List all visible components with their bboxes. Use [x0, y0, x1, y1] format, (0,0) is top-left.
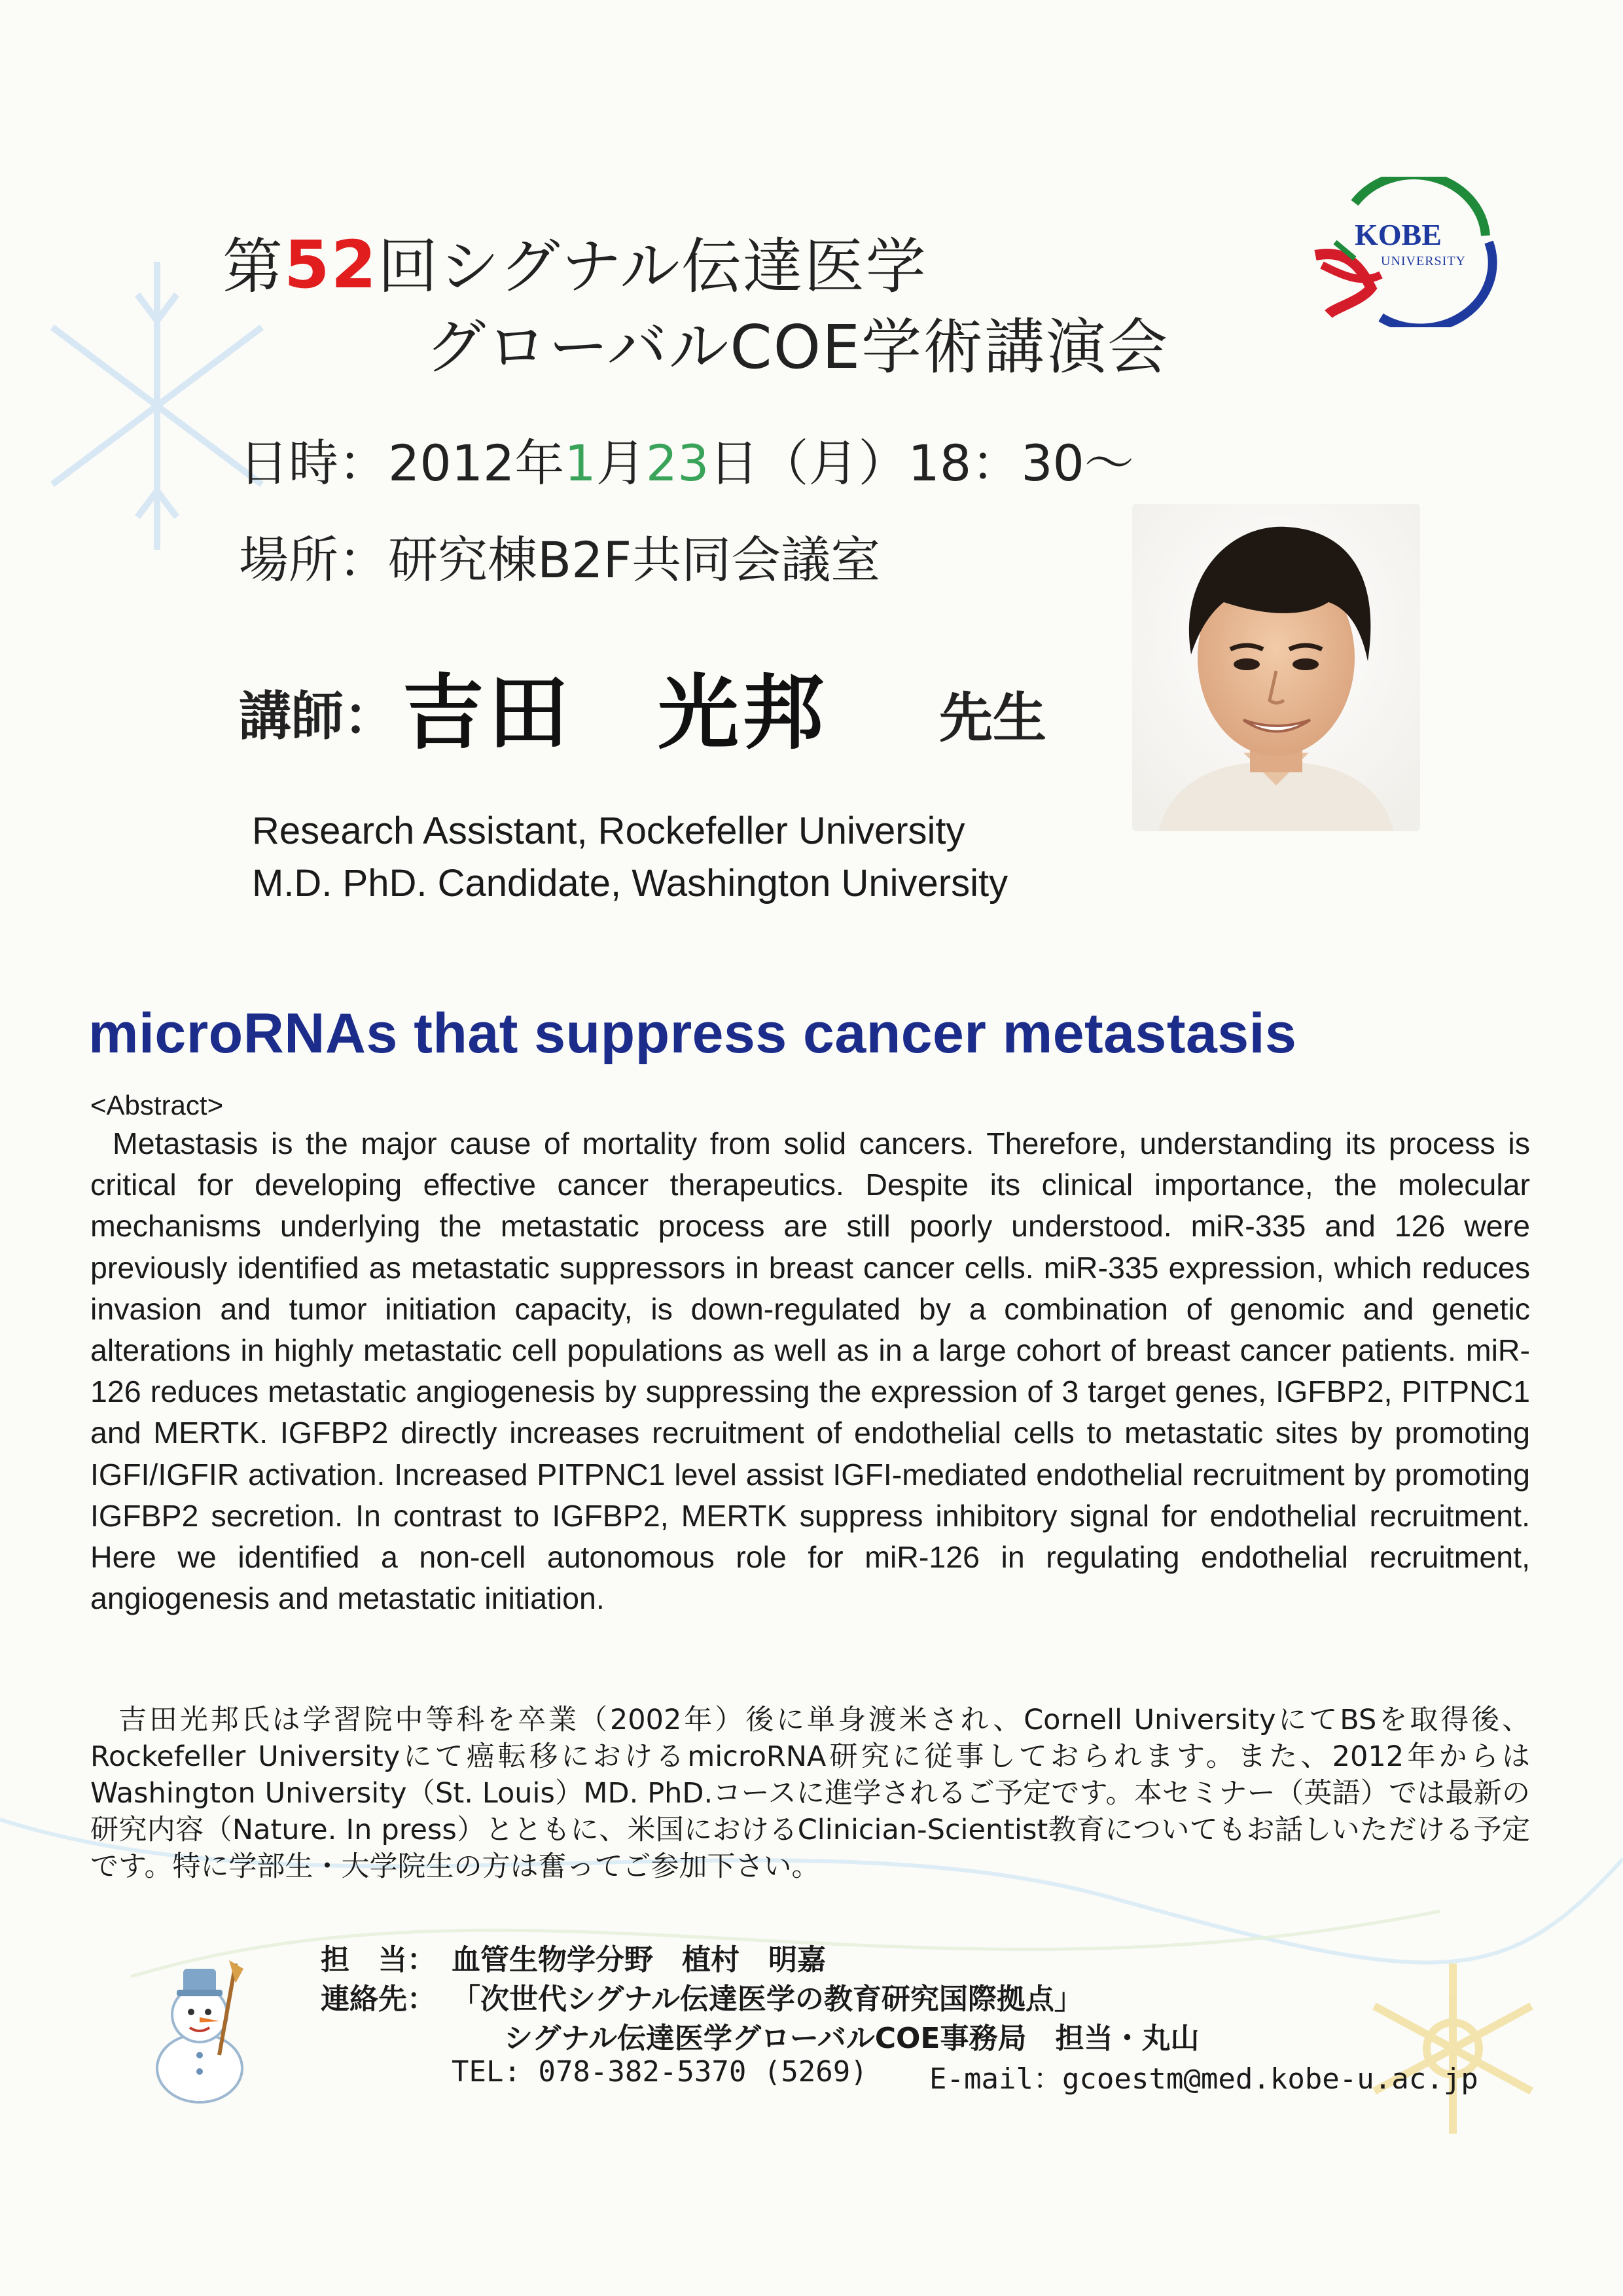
datetime-day-unit: 日: [709, 434, 759, 492]
talk-title: microRNAs that suppress cancer metastasis: [88, 1002, 1297, 1065]
speaker-label: 講師：: [239, 686, 396, 747]
datetime-year: 2012年: [388, 434, 565, 492]
snowman-illustration: [137, 1957, 268, 2108]
place-label: 場所：: [239, 531, 388, 589]
event-title-line2: グローバルCOE学術講演会: [425, 312, 1169, 382]
speaker-honorific: 先生: [939, 687, 1047, 749]
kobe-university-logo: [1309, 177, 1499, 327]
event-datetime: [239, 434, 1134, 492]
contact-line1: 「次世代シグナル伝達医学の教育研究国際拠点」: [452, 1982, 1083, 2016]
contact-charge: 血管生物学分野 植村 明嘉: [452, 1943, 826, 1977]
speaker-affiliation-1: Research Assistant, Rockefeller University: [252, 810, 965, 852]
datetime-time: （月）18：30～: [758, 434, 1134, 492]
kobe-university-emblem-icon: [1309, 177, 1499, 327]
datetime-day: 23: [645, 434, 709, 492]
contact-label: 連絡先：: [321, 1982, 436, 2016]
title-prefix: 第: [223, 232, 285, 302]
datetime-month: 1: [564, 434, 596, 492]
logo-text-university: UNIVERSITY: [1381, 254, 1466, 268]
contact-email[interactable]: E-mail：gcoestm@med.kobe-u.ac.jp: [929, 2062, 1478, 2096]
datetime-label: 日時：: [239, 434, 388, 492]
speaker-portrait-image: [1132, 504, 1420, 831]
speaker-affiliation-2: M.D. PhD. Candidate, Washington University: [252, 862, 1008, 905]
place-value: 研究棟B2F共同会議室: [388, 531, 881, 589]
speaker-bio-japanese: 吉田光邦氏は学習院中等科を卒業（2002年）後に単身渡米され、Cornell UniversityにてBSを取得後、Rockefeller Universityにて癌転移におけるmicroRNA研究に従事しておられます。また、2012年からはWashington University（St. Louis）MD. PhD.コースに進学されるご予定です。本セミナー（英語）では最新の研究内容（Nature. In press）とともに、米国におけるClinician-Scientist教育についてもお話しいただける予定です。特に学部生・大学院生の方は奮ってご参加下さい。: [90, 1704, 1530, 1883]
title-number: 52: [284, 226, 378, 303]
contact-line2: シグナル伝達医学グローバルCOE事務局 担当・丸山: [504, 2022, 1200, 2055]
event-title-line1: [223, 226, 927, 303]
datetime-month-unit: 月: [596, 434, 646, 492]
abstract-text: Metastasis is the major cause of mortality from solid cancers. Therefore, understanding its process is critical for developing effective cancer therapeutics. Despite its clinical importance, the molecular mechanisms underlying the metastatic process are still poorly understood. miR-335 and 126 were previously identified as metastatic suppressors in breast cancer cells. miR-335 expression, which reduces invasion and tumor initiation capacity, is down-regulated by a combination of genomic and genetic alterations in highly metastatic cell populations as well as in a large cohort of breast cancer patients. miR-126 reduces metastatic angiogenesis by suppressing the expression of 3 target genes, IGFBP2, PITPNC1 and MERTK. IGFBP2 directly increases recruitment of endothelial cells to metastatic sites by promoting IGFI/IGFIR activation. Increased PITPNC1 level assist IGFI-mediated endothelial recruitment by promoting IGFBP2 secretion. In contrast to IGFBP2, MERTK suppress inhibitory signal for endothelial recruitment. Here we identified a non-cell autonomous role for miR-126 in regulating endothelial recruitment, angiogenesis and metastatic initiation.: [90, 1126, 1530, 1616]
speaker-photo: [1132, 504, 1420, 831]
contact-tel: TEL: 078-382-5370 (5269): [452, 2055, 868, 2089]
abstract-label: <Abstract>: [90, 1090, 224, 1121]
contact-charge-label: 担 当：: [321, 1943, 436, 1977]
logo-text-kobe: KOBE: [1355, 218, 1442, 251]
speaker-name: 吉田 光邦: [402, 666, 829, 761]
title-line1-rest: 回シグナル伝達医学: [378, 232, 927, 302]
event-place: [239, 531, 881, 589]
